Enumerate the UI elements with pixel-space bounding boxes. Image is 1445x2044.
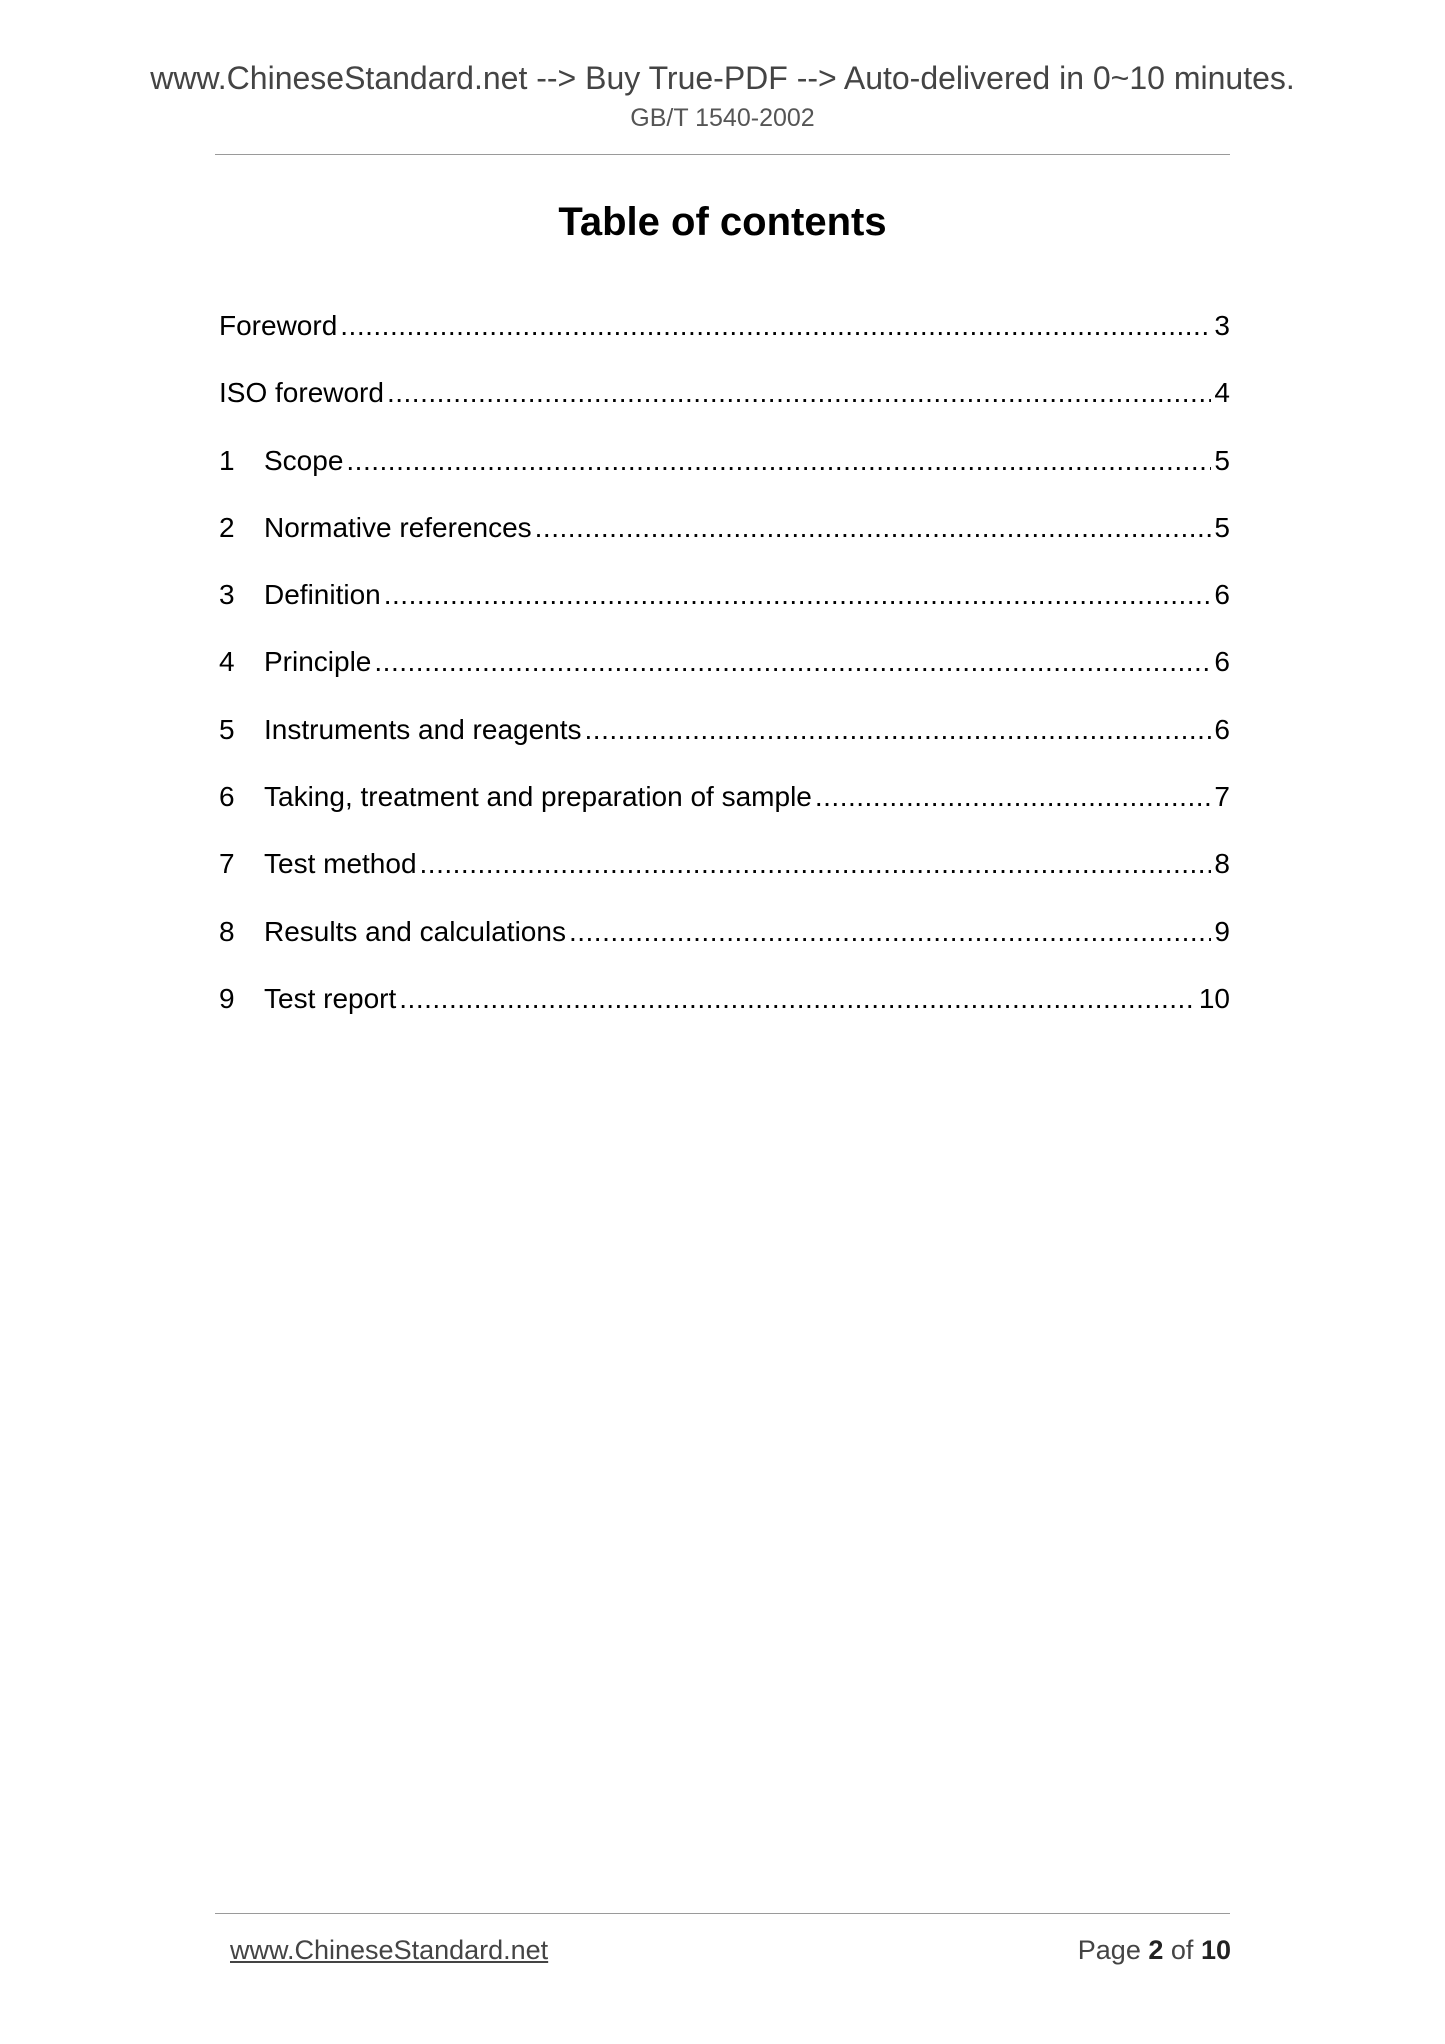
toc-number: 5 [219,713,235,745]
toc-entry-definition[interactable] [219,575,1230,642]
toc-entry-test-report[interactable] [219,979,1230,1046]
toc-label: Foreword [219,310,338,341]
toc-label: Normative references [264,511,532,543]
toc-page-number: 6 [1214,646,1230,678]
total-pages-number: 10 [1200,1935,1231,1965]
toc-label: Instruments and reagents [264,713,582,745]
toc-leader-dots [384,575,1212,615]
toc-page-number: 6 [1214,579,1230,611]
toc-number: 7 [219,848,235,880]
toc-leader-dots [340,306,1211,346]
toc-label: ISO foreword [219,377,384,409]
toc-page-number: 8 [1214,848,1230,880]
table-of-contents [219,306,1230,1046]
toc-page-number: 5 [1214,511,1230,543]
toc-number: 2 [219,511,235,543]
toc-page-number: 6 [1214,713,1230,745]
toc-number: 1 [219,444,235,476]
footer-website-link[interactable]: www.ChineseStandard.net [230,1935,549,1965]
toc-number: 4 [219,646,235,678]
toc-entry-foreword[interactable] [219,306,1230,373]
toc-page-number: 9 [1214,915,1230,947]
toc-label: Test report [264,982,397,1014]
toc-entry-scope[interactable] [219,441,1230,508]
footer-divider [215,1913,1230,1914]
toc-leader-dots [399,979,1196,1019]
toc-number: 9 [219,982,235,1014]
toc-leader-dots [585,710,1212,750]
toc-leader-dots [815,777,1212,817]
toc-leader-dots [420,844,1212,884]
toc-label: Principle [264,646,372,678]
toc-leader-dots [535,508,1212,548]
toc-page-number: 10 [1198,982,1230,1014]
toc-entry-instruments-and-reagents[interactable] [219,710,1230,777]
toc-number: 8 [219,915,235,947]
current-page-number: 2 [1148,1935,1164,1965]
header-divider [215,154,1230,155]
page-of-label: of [1170,1935,1194,1965]
toc-leader-dots [387,373,1211,413]
page-prefix: Page [1077,1935,1141,1965]
toc-page-number: 5 [1214,444,1230,476]
page-title: Table of contents [558,200,887,244]
toc-label: Test method [264,848,417,880]
toc-label: Definition [264,579,381,611]
toc-entry-principle[interactable] [219,642,1230,709]
toc-label: Scope [264,444,344,476]
toc-leader-dots [569,912,1211,952]
toc-entry-normative-references[interactable] [219,508,1230,575]
toc-entry-results-and-calculations[interactable] [219,912,1230,979]
toc-entry-iso-foreword[interactable] [219,373,1230,440]
toc-entry-sample-preparation[interactable] [219,777,1230,844]
document-code: GB/T 1540-2002 [630,104,815,132]
header-banner: www.ChineseStandard.net --> Buy True-PDF --> Auto-delivered in 0~10 minutes. [150,60,1295,96]
toc-label: Results and calculations [264,915,566,947]
page-indicator [1078,1930,1231,1970]
toc-label: Taking, treatment and preparation of sample [264,781,812,813]
toc-page-number: 4 [1214,377,1230,409]
toc-number: 3 [219,579,235,611]
toc-number: 6 [219,781,235,813]
toc-page-number: 3 [1214,310,1230,341]
toc-entry-test-method[interactable] [219,844,1230,911]
toc-leader-dots [374,642,1211,682]
toc-page-number: 7 [1214,781,1230,813]
toc-leader-dots [346,441,1211,481]
